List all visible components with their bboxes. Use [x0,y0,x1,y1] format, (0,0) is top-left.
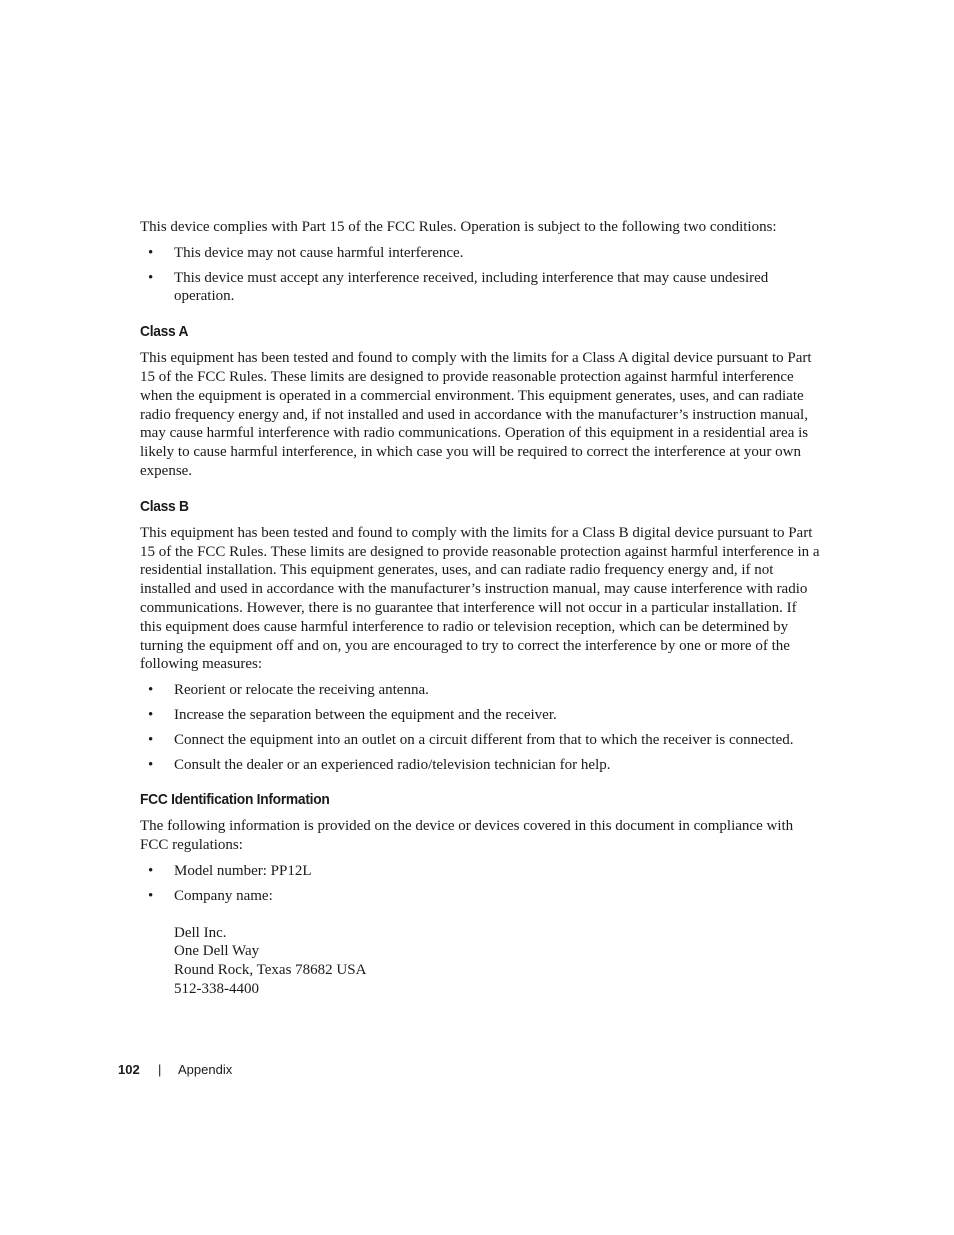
footer-separator: | [158,1062,162,1077]
address-line: 512-338-4400 [174,980,259,997]
bullet-icon: • [148,731,154,748]
list-item: • This device may not cause harmful interference. [148,244,464,261]
intro-paragraph: This device complies with Part 15 of the FCC Rules. Operation is subject to the following two conditions: [140,219,777,235]
fcc-id-heading: FCC Identification Information [140,791,330,809]
document-body [140,218,820,999]
list-item: • Company name: [148,887,273,904]
class-b-paragraph: This equipment has been tested and found to comply with the limits for a Class B digital device pursuant to Part 15 of the FCC Rules. These limits are designed to provide reasonable protection against harmful interference in a residential installation. This equipment generates, uses, and can radiate radio frequency energy and, if not installed and used in accordance with the manufacturer’s instruction manual, may cause interference with radio communications. However, there is no guarantee that interference will not occur in a particular installation. If this equipment does cause harmful interference to radio or television reception, which can be determined by turning the equipment off and on, you are encouraged to try to correct the interference by one or more of the following measures: [140,524,820,673]
fcc-id-paragraph: The following information is provided on the device or devices covered in this document in compliance with FCC regulations: [140,818,794,854]
footer-section-title: Appendix [178,1062,233,1077]
page-number: 102 [118,1062,140,1077]
list-item: • This device must accept any interference received, including interference that may cause undesired operation. [148,269,769,305]
list-item: • Connect the equipment into an outlet on a circuit different from that to which the receiver is connected. [148,731,794,748]
address-line: Round Rock, Texas 78682 USA [174,962,367,979]
company-address [140,924,820,999]
bullet-icon: • [148,244,154,261]
list-item: • Model number: PP12L [148,862,312,879]
list-item: • Reorient or relocate the receiving antenna. [148,682,429,699]
class-a-paragraph: This equipment has been tested and found to comply with the limits for a Class A digital device pursuant to Part 15 of the FCC Rules. These limits are designed to provide reasonable protection against harmful interference when the equipment is operated in a commercial environment. This equipment generates, uses, and can radiate radio frequency energy and, if not installed and used in accordance with the manufacturer’s instruction manual, may cause harmful interference with radio communications. Operation of this equipment in a residential area is likely to cause harmful interference, in which case you will be required to correct the interference at your own expense. [140,350,812,479]
list-item: • Consult the dealer or an experienced radio/television technician for help. [148,756,611,773]
address-line: Dell Inc. [174,924,227,941]
bullet-icon: • [148,862,154,879]
class-a-heading: Class A [140,323,189,341]
fcc-id-bullet-list [140,862,820,906]
address-line: One Dell Way [174,943,260,960]
bullet-icon: • [148,756,154,773]
page-footer [118,1062,232,1077]
bullet-icon: • [148,887,154,904]
list-item: • Increase the separation between the equipment and the receiver. [148,706,557,723]
class-b-bullet-list [140,681,820,774]
class-b-heading: Class B [140,497,189,515]
bullet-icon: • [148,706,154,723]
bullet-icon: • [148,269,154,286]
bullet-icon: • [148,682,154,699]
intro-bullet-list [140,244,820,306]
